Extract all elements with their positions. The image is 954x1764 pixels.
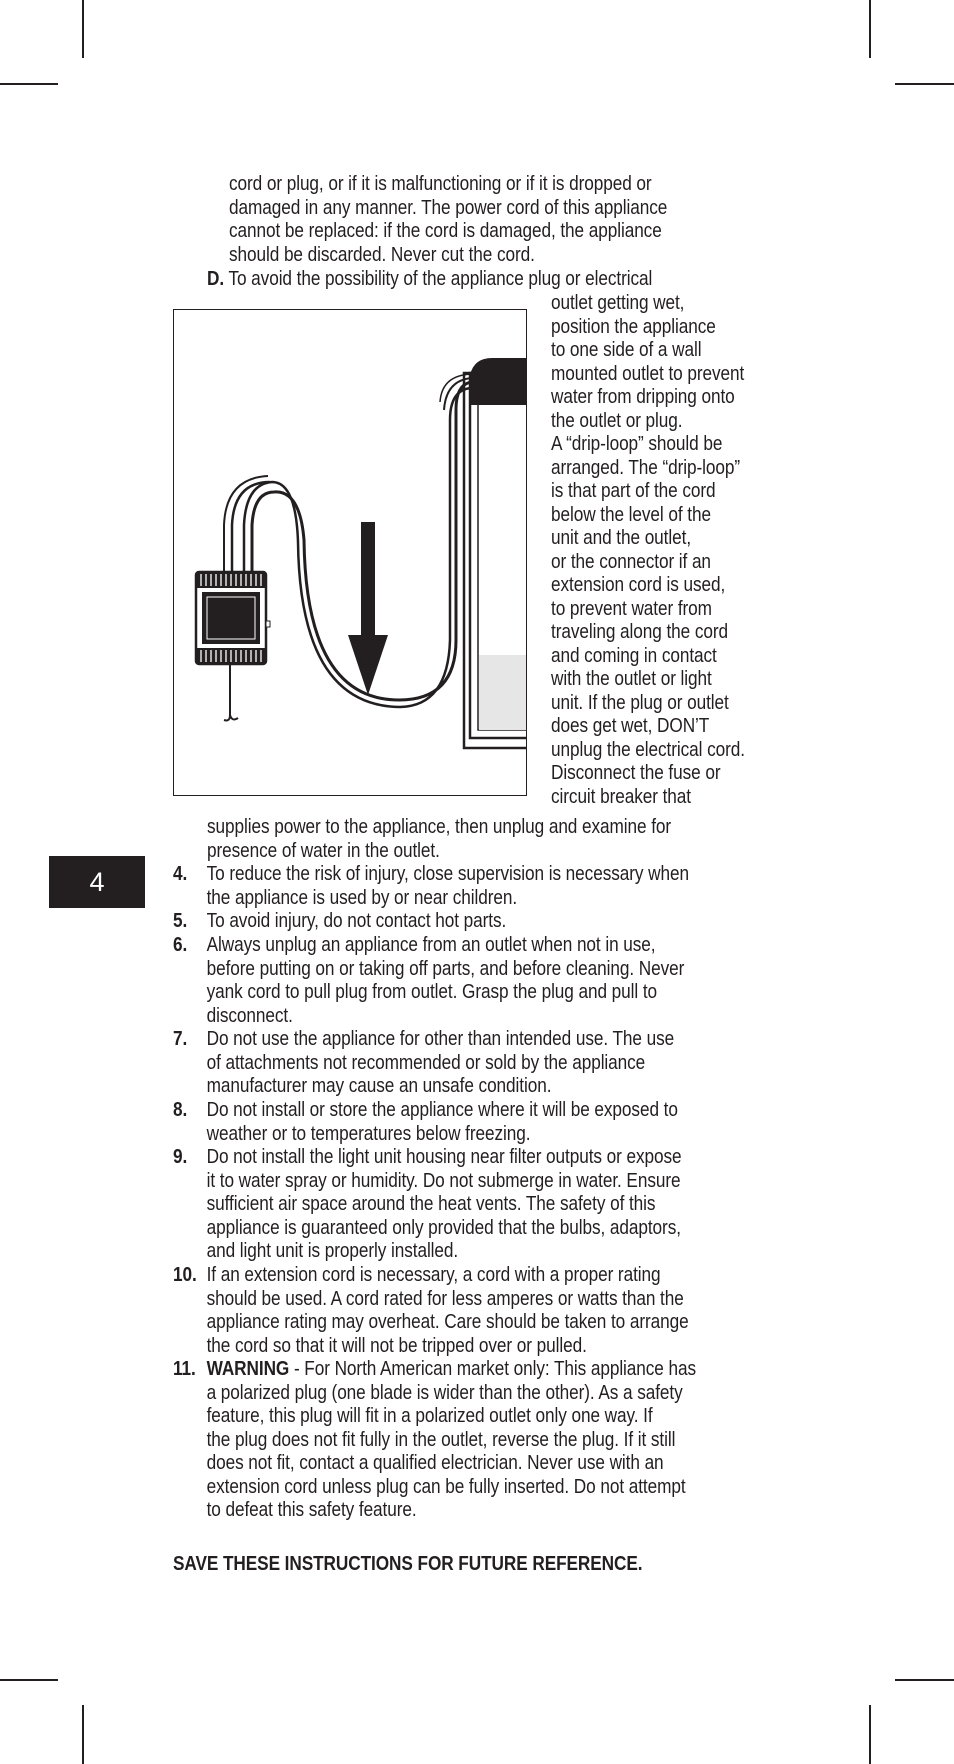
text-line: outlet getting wet, (551, 291, 685, 314)
list-item-7 (173, 1027, 674, 1098)
drip-loop-illustration-icon (174, 310, 527, 796)
item-d-marker: D. (207, 267, 225, 290)
list-item-10 (173, 1263, 689, 1357)
text-line: water from dripping onto (551, 385, 735, 408)
item-d-continuation (207, 815, 671, 862)
text-line: and coming in contact (551, 643, 717, 667)
page-number-tab (49, 856, 145, 908)
item-number: 6. (173, 933, 188, 956)
text-line: A “drip-loop” should be (551, 432, 723, 455)
crop-mark (895, 83, 954, 85)
text-line: circuit breaker that (551, 784, 691, 808)
continued-paragraph (229, 172, 667, 266)
list-item-4 (173, 862, 689, 909)
text-line: cannot be replaced: if the cord is damaged, the appliance (229, 219, 662, 242)
text-line: unit. If the plug or outlet (551, 690, 729, 714)
text-line: it to water spray or humidity. Do not submerge in water. Ensure (206, 1168, 681, 1192)
list-item-5 (173, 909, 506, 933)
item-d-side-text (551, 291, 745, 808)
text-line: supplies power to the appliance, then unplug and examine for (207, 815, 672, 838)
text-line: should be used. A cord rated for less amperes or watts than the (206, 1286, 684, 1310)
text-line: with the outlet or light (551, 667, 712, 690)
text-line: is that part of the cord (551, 479, 716, 502)
text-line: Do not use the appliance for other than intended use. The use (206, 1027, 675, 1050)
save-instructions-note: SAVE THESE INSTRUCTIONS FOR FUTURE REFERENCE. (173, 1552, 643, 1575)
text-line: below the level of the (551, 502, 711, 526)
text-line: a polarized plug (one blade is wider than the other). As a safety (206, 1380, 683, 1404)
text-line: of attachments not recommended or sold by the appliance (206, 1050, 646, 1074)
warning-first-line (207, 1357, 696, 1381)
text-line: If an extension cord is necessary, a cord with a proper rating (206, 1263, 661, 1286)
text-line: before putting on or taking off parts, and before cleaning. Never (206, 956, 685, 980)
text-line: feature, this plug will fit in a polarized outlet only one way. If (206, 1404, 653, 1427)
text-line: damaged in any manner. The power cord of this appliance (229, 195, 668, 219)
text-line: manufacturer may cause an unsafe condition. (206, 1074, 552, 1097)
text-line: or the connector if an (551, 549, 711, 573)
page-number: 4 (89, 866, 105, 897)
list-item-9 (173, 1145, 682, 1263)
text-line: the plug does not fit fully in the outlet, reverse the plug. If it still (206, 1427, 676, 1451)
item-number: 10. (173, 1263, 197, 1286)
text-line: Do not install the light unit housing near filter outputs or expose (206, 1145, 682, 1168)
text-line: sufficient air space around the heat vents. The safety of this (206, 1192, 656, 1215)
list-item-8 (173, 1098, 678, 1145)
item-number: 8. (173, 1098, 188, 1121)
text-line: position the appliance (551, 314, 716, 338)
text-line: does get wet, DON’T (551, 714, 710, 737)
text-line: to defeat this safety feature. (206, 1498, 417, 1521)
text-line: extension cord is used, (551, 573, 726, 596)
text-line: To avoid injury, do not contact hot parts. (206, 909, 507, 932)
text-line: to one side of a wall (551, 338, 702, 361)
text-line: traveling along the cord (551, 620, 729, 643)
crop-mark (895, 1679, 954, 1681)
text-line: extension cord unless plug can be fully inserted. Do not attempt (206, 1474, 686, 1498)
text-line: the appliance is used by or near children. (206, 885, 518, 909)
text-line: mounted outlet to prevent (551, 361, 745, 385)
item-number: 11. (173, 1357, 196, 1380)
text-line: To reduce the risk of injury, close supervision is necessary when (206, 862, 689, 885)
item-number: 5. (173, 909, 188, 932)
text-line: arranged. The “drip-loop” (551, 455, 741, 479)
text-line: appliance is guaranteed only provided that the bulbs, adaptors, (206, 1215, 681, 1239)
text-line: and light unit is properly installed. (206, 1239, 459, 1262)
text-line: does not fit, contact a qualified electrician. Never use with an (206, 1451, 664, 1474)
crop-mark (82, 1705, 84, 1764)
text-line: appliance rating may overheat. Care should be taken to arrange (206, 1310, 689, 1333)
text-line: weather or to temperatures below freezing. (206, 1121, 531, 1145)
text-line: unit and the outlet, (551, 526, 692, 549)
text-line: Always unplug an appliance from an outlet when not in use, (206, 933, 656, 956)
item-number: 9. (173, 1145, 188, 1168)
text-line: Do not install or store the appliance where it will be exposed to (206, 1098, 678, 1121)
item-d-text: To avoid the possibility of the appliance plug or electrical (228, 267, 653, 290)
crop-mark (0, 83, 58, 85)
item-number: 4. (173, 862, 188, 885)
item-d-first-line (207, 267, 652, 291)
text-line: yank cord to pull plug from outlet. Grasp the plug and pull to (206, 980, 658, 1003)
text-line: cord or plug, or if it is malfunctioning or if it is dropped or (229, 172, 652, 195)
text-line: the outlet or plug. (551, 408, 683, 432)
text-line: disconnect. (206, 1003, 293, 1027)
item-number: 7. (173, 1027, 188, 1050)
crop-mark (869, 0, 871, 58)
drip-loop-figure (173, 309, 527, 796)
crop-mark (0, 1679, 58, 1681)
text-line: to prevent water from (551, 596, 712, 620)
warning-label: WARNING (206, 1357, 290, 1380)
list-item-6 (173, 933, 684, 1027)
list-item-11-warning (173, 1357, 696, 1522)
text-line: presence of water in the outlet. (207, 838, 440, 862)
text-line: the cord so that it will not be tripped over or pulled. (206, 1333, 587, 1357)
text-line: unplug the electrical cord. (551, 737, 745, 761)
text-line: should be discarded. Never cut the cord. (229, 242, 535, 266)
text-line: Disconnect the fuse or (551, 761, 721, 784)
warning-first-line-text: - For North American market only: This appliance has (289, 1357, 697, 1380)
crop-mark (869, 1705, 871, 1764)
crop-mark (82, 0, 84, 58)
